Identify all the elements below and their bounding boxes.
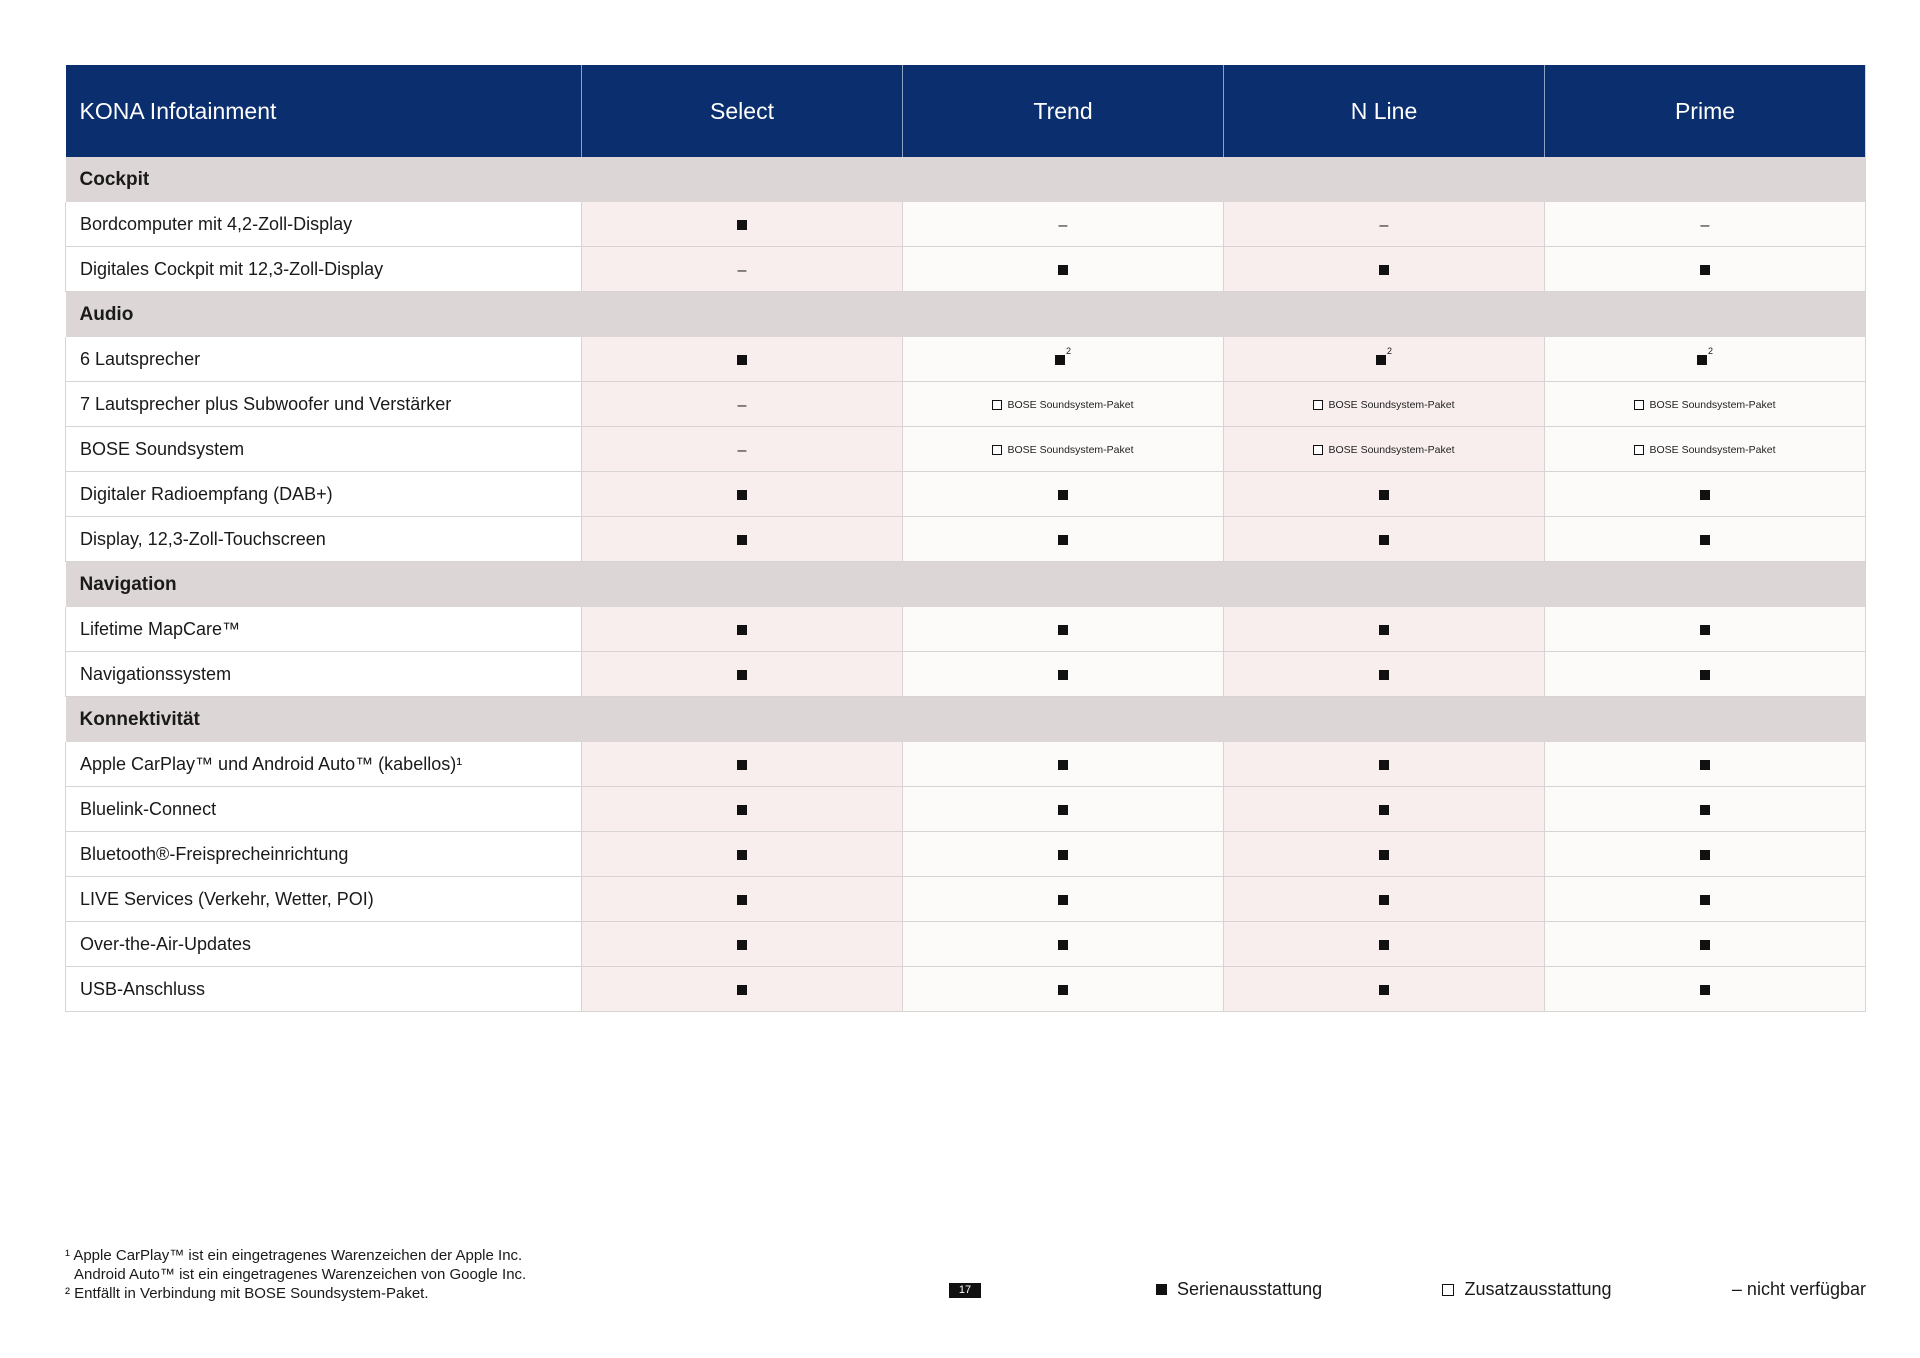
feature-cell <box>1545 202 1866 247</box>
feature-cell <box>1224 787 1545 832</box>
standard-square-icon <box>1379 490 1389 500</box>
feature-cell <box>1224 472 1545 517</box>
feature-cell <box>903 247 1224 292</box>
standard-square-icon <box>737 985 747 995</box>
standard-square-icon <box>1379 895 1389 905</box>
legend-optional <box>1442 1279 1611 1300</box>
standard-square-icon <box>737 670 747 680</box>
feature-cell <box>582 472 903 517</box>
table-row <box>66 472 1866 517</box>
standard-square-icon <box>737 490 747 500</box>
feature-cell <box>582 652 903 697</box>
standard-square-icon <box>1379 760 1389 770</box>
table-row <box>66 877 1866 922</box>
feature-cell <box>1224 517 1545 562</box>
standard-square-icon <box>1700 670 1710 680</box>
feature-label: Bluelink-Connect <box>66 787 582 832</box>
feature-cell <box>903 832 1224 877</box>
feature-label: 6 Lautsprecher <box>66 337 582 382</box>
feature-cell <box>903 877 1224 922</box>
feature-cell <box>582 967 903 1012</box>
feature-cell <box>1224 652 1545 697</box>
optional-square-icon <box>1634 445 1644 455</box>
feature-cell <box>1545 877 1866 922</box>
feature-cell <box>582 517 903 562</box>
optional-package-label: BOSE Soundsystem-Paket <box>1328 443 1455 456</box>
standard-square-icon <box>1700 535 1710 545</box>
legend-not-available <box>1732 1279 1866 1300</box>
feature-cell <box>1224 832 1545 877</box>
feature-cell <box>1224 607 1545 652</box>
section-row <box>66 562 1866 608</box>
feature-label: Apple CarPlay™ und Android Auto™ (kabellos)¹ <box>66 742 582 787</box>
optional-package <box>1313 399 1454 411</box>
standard-square-icon <box>1700 895 1710 905</box>
standard-square-icon <box>1700 940 1710 950</box>
page-number: 17 <box>949 1283 981 1298</box>
feature-label: Bordcomputer mit 4,2-Zoll-Display <box>66 202 582 247</box>
feature-label: USB-Anschluss <box>66 967 582 1012</box>
standard-square-icon <box>1058 760 1068 770</box>
feature-cell <box>903 967 1224 1012</box>
optional-package-label: BOSE Soundsystem-Paket <box>1007 443 1134 456</box>
standard-square-icon <box>1700 490 1710 500</box>
header-title: KONA Infotainment <box>66 65 582 157</box>
optional-square-icon <box>1313 445 1323 455</box>
standard-square-icon <box>1058 265 1068 275</box>
table-row <box>66 652 1866 697</box>
feature-cell <box>582 922 903 967</box>
legend <box>1156 1279 1866 1300</box>
not-available-dash: – <box>737 441 747 459</box>
legend-not-available-label: – nicht verfügbar <box>1731 1279 1866 1299</box>
section-title: Cockpit <box>66 157 1866 202</box>
standard-square-icon <box>1058 985 1068 995</box>
optional-package-label: BOSE Soundsystem-Paket <box>1649 443 1776 456</box>
not-available-dash: – <box>1700 216 1710 234</box>
standard-square-icon <box>1058 850 1068 860</box>
standard-square-icon <box>1700 760 1710 770</box>
standard-square-icon <box>1058 940 1068 950</box>
table-row <box>66 337 1866 382</box>
section-title: Konnektivität <box>66 697 1866 743</box>
standard-square-icon <box>737 850 747 860</box>
feature-cell <box>1224 877 1545 922</box>
feature-cell <box>1224 337 1545 382</box>
infotainment-table <box>65 65 1866 1012</box>
standard-square-icon <box>737 940 747 950</box>
feature-cell <box>1545 247 1866 292</box>
legend-optional-label: Zusatzausstattung <box>1464 1279 1612 1299</box>
optional-square-icon <box>992 445 1002 455</box>
standard-square-icon <box>1379 265 1389 275</box>
table-row <box>66 832 1866 877</box>
feature-label: Lifetime MapCare™ <box>66 607 582 652</box>
feature-cell <box>1224 742 1545 787</box>
not-available-dash: – <box>1379 216 1389 234</box>
table-row <box>66 742 1866 787</box>
standard-square-icon <box>1700 265 1710 275</box>
feature-cell <box>903 382 1224 427</box>
standard-square-icon <box>1700 985 1710 995</box>
standard-square-icon <box>737 760 747 770</box>
feature-cell <box>1545 832 1866 877</box>
feature-label: Digitaler Radioempfang (DAB+) <box>66 472 582 517</box>
optional-square-icon <box>992 400 1002 410</box>
feature-cell <box>1545 607 1866 652</box>
feature-cell <box>1545 787 1866 832</box>
standard-square-icon <box>1055 355 1065 365</box>
not-available-dash: – <box>1058 216 1068 234</box>
table-row <box>66 247 1866 292</box>
header-trend: Trend <box>903 65 1224 157</box>
feature-label: BOSE Soundsystem <box>66 427 582 472</box>
standard-square-icon <box>1379 670 1389 680</box>
section-row <box>66 292 1866 338</box>
feature-cell <box>582 247 903 292</box>
standard-square-icon <box>1058 670 1068 680</box>
feature-label: 7 Lautsprecher plus Subwoofer und Verstärker <box>66 382 582 427</box>
standard-square-icon <box>1379 535 1389 545</box>
feature-cell <box>903 787 1224 832</box>
table-row <box>66 382 1866 427</box>
feature-cell <box>1224 427 1545 472</box>
feature-cell <box>582 787 903 832</box>
footnote-1: ¹ Apple CarPlay™ ist ein eingetragenes Warenzeichen der Apple Inc. <box>65 1247 523 1264</box>
feature-cell <box>1545 967 1866 1012</box>
table-row <box>66 787 1866 832</box>
standard-square-icon <box>737 895 747 905</box>
feature-cell <box>582 607 903 652</box>
feature-cell <box>1224 967 1545 1012</box>
standard-square-icon <box>737 220 747 230</box>
standard-square-icon <box>1697 355 1707 365</box>
header-prime: Prime <box>1545 65 1866 157</box>
feature-cell <box>582 337 903 382</box>
standard-square-icon <box>1058 490 1068 500</box>
feature-cell <box>903 472 1224 517</box>
footnotes <box>65 1246 526 1303</box>
standard-square-icon <box>1379 625 1389 635</box>
feature-label: Bluetooth®-Freisprecheinrichtung <box>66 832 582 877</box>
standard-square-icon <box>1379 805 1389 815</box>
table-row <box>66 202 1866 247</box>
feature-cell <box>903 427 1224 472</box>
spec-sheet <box>65 65 1866 1012</box>
optional-package <box>1313 444 1454 456</box>
feature-label: Over-the-Air-Updates <box>66 922 582 967</box>
footnote-marker: 2 <box>1065 345 1071 356</box>
standard-square-icon <box>1058 625 1068 635</box>
footnote-marker: 2 <box>1707 345 1713 356</box>
feature-cell <box>903 517 1224 562</box>
feature-cell <box>1545 337 1866 382</box>
section-row <box>66 697 1866 743</box>
table-row <box>66 607 1866 652</box>
table-row <box>66 427 1866 472</box>
feature-cell <box>903 742 1224 787</box>
optional-package-label: BOSE Soundsystem-Paket <box>1007 398 1134 411</box>
feature-label: Navigationssystem <box>66 652 582 697</box>
standard-square-icon <box>737 535 747 545</box>
filled-square-icon <box>1156 1284 1167 1295</box>
footnote-2: ² Entfällt in Verbindung mit BOSE Soundsystem-Paket. <box>65 1285 429 1302</box>
feature-cell <box>903 922 1224 967</box>
standard-square-icon <box>737 625 747 635</box>
optional-package <box>1634 444 1775 456</box>
legend-standard <box>1156 1279 1322 1300</box>
optional-package <box>1634 399 1775 411</box>
feature-label: LIVE Services (Verkehr, Wetter, POI) <box>66 877 582 922</box>
feature-cell <box>582 832 903 877</box>
optional-package <box>992 399 1133 411</box>
feature-label: Digitales Cockpit mit 12,3-Zoll-Display <box>66 247 582 292</box>
table-body <box>66 157 1866 1012</box>
not-available-dash: – <box>737 261 747 279</box>
footnote-1b: Android Auto™ ist ein eingetragenes Warenzeichen von Google Inc. <box>74 1266 527 1283</box>
standard-square-icon <box>1058 535 1068 545</box>
feature-cell <box>1545 742 1866 787</box>
section-title: Navigation <box>66 562 1866 608</box>
section-row <box>66 157 1866 202</box>
header-select: Select <box>582 65 903 157</box>
feature-cell <box>1545 652 1866 697</box>
feature-cell <box>903 202 1224 247</box>
table-row <box>66 517 1866 562</box>
feature-cell <box>1224 382 1545 427</box>
table-header <box>66 65 1866 157</box>
optional-square-icon <box>1634 400 1644 410</box>
standard-square-icon <box>737 355 747 365</box>
standard-square-icon <box>1379 940 1389 950</box>
feature-cell <box>582 877 903 922</box>
standard-square-icon <box>1700 805 1710 815</box>
feature-cell <box>903 607 1224 652</box>
standard-square-icon <box>1058 805 1068 815</box>
feature-cell <box>903 337 1224 382</box>
footnote-marker: 2 <box>1386 345 1392 356</box>
standard-square-icon <box>1700 850 1710 860</box>
optional-package <box>992 444 1133 456</box>
table-row <box>66 922 1866 967</box>
optional-package-label: BOSE Soundsystem-Paket <box>1328 398 1455 411</box>
feature-cell <box>1545 427 1866 472</box>
feature-cell <box>1224 922 1545 967</box>
feature-cell <box>903 652 1224 697</box>
standard-square-icon <box>1058 895 1068 905</box>
feature-cell <box>1545 922 1866 967</box>
table-row <box>66 967 1866 1012</box>
standard-square-icon <box>1379 850 1389 860</box>
standard-square-icon <box>1700 625 1710 635</box>
empty-square-icon <box>1442 1284 1454 1296</box>
not-available-dash: – <box>737 396 747 414</box>
legend-standard-label: Serienausstattung <box>1177 1279 1323 1299</box>
feature-cell <box>582 382 903 427</box>
standard-square-icon <box>1376 355 1386 365</box>
section-title: Audio <box>66 292 1866 338</box>
feature-cell <box>1224 247 1545 292</box>
header-n-line: N Line <box>1224 65 1545 157</box>
feature-cell <box>1545 382 1866 427</box>
feature-cell <box>582 427 903 472</box>
feature-cell <box>582 202 903 247</box>
feature-cell <box>1545 517 1866 562</box>
optional-package-label: BOSE Soundsystem-Paket <box>1649 398 1776 411</box>
standard-square-icon <box>737 805 747 815</box>
feature-cell <box>582 742 903 787</box>
feature-label: Display, 12,3-Zoll-Touchscreen <box>66 517 582 562</box>
standard-square-icon <box>1379 985 1389 995</box>
optional-square-icon <box>1313 400 1323 410</box>
feature-cell <box>1224 202 1545 247</box>
feature-cell <box>1545 472 1866 517</box>
